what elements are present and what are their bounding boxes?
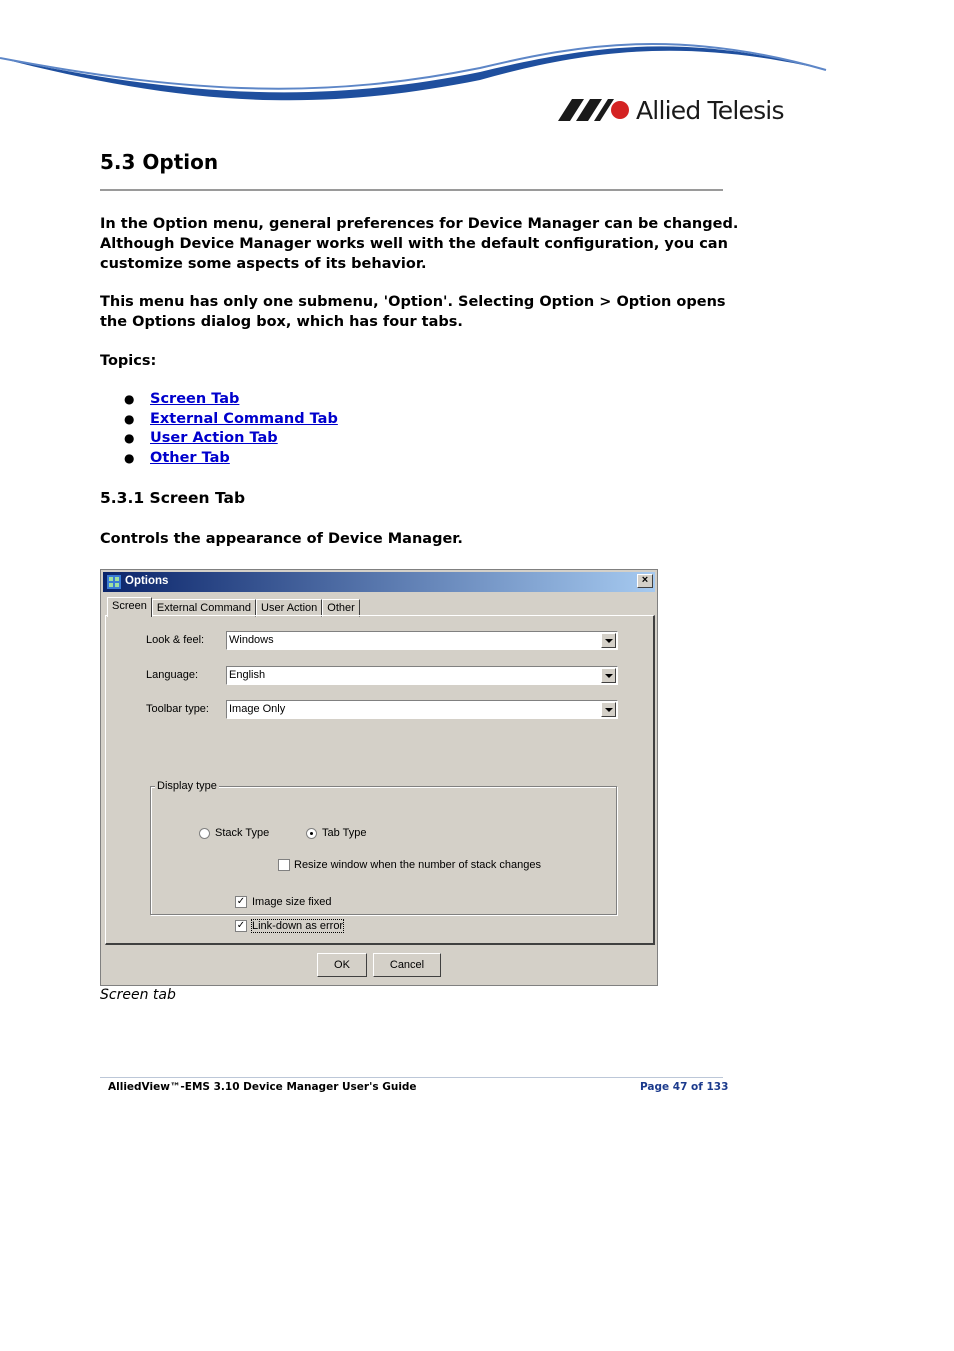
- display-type-group: [150, 780, 617, 915]
- subsection-description: Controls the appearance of Device Manager.: [100, 531, 463, 547]
- list-item: [100, 449, 338, 469]
- image-size-fixed-checkbox[interactable]: [235, 896, 247, 908]
- dialog-titlebar[interactable]: [103, 572, 655, 592]
- screen-tab-panel: [105, 615, 655, 945]
- chevron-down-icon[interactable]: [601, 702, 616, 717]
- list-item: [100, 410, 338, 430]
- figure-caption: Screen tab: [100, 987, 176, 1003]
- resize-window-label: Resize window when the number of stack changes: [294, 859, 542, 871]
- bullet-icon: ●: [124, 451, 135, 466]
- stack-type-label: Stack Type: [215, 827, 270, 839]
- list-item: [100, 390, 338, 410]
- chevron-down-icon[interactable]: [601, 668, 616, 683]
- language-select[interactable]: [226, 666, 618, 685]
- link-down-as-error-label: Link-down as error: [252, 920, 344, 932]
- tab-other[interactable]: Other: [322, 599, 360, 617]
- topic-link-other-tab[interactable]: Other Tab: [150, 450, 230, 467]
- stack-type-radio[interactable]: [199, 828, 210, 839]
- footer-guide-title: AlliedView™-EMS 3.10 Device Manager User's Guide: [108, 1081, 417, 1093]
- logo-mark-icon: [558, 97, 630, 123]
- toolbar-type-value: Image Only: [229, 703, 286, 715]
- allied-telesis-logo: [558, 94, 784, 126]
- dialog-title: Options: [125, 575, 169, 587]
- chevron-down-icon[interactable]: [601, 633, 616, 648]
- language-value: English: [229, 669, 266, 681]
- bullet-icon: ●: [124, 431, 135, 446]
- topic-link-user-action-tab[interactable]: User Action Tab: [150, 430, 278, 447]
- tab-user-action[interactable]: User Action: [256, 599, 322, 617]
- ok-button[interactable]: OK: [317, 953, 367, 977]
- logo-text: Allied Telesis: [636, 95, 784, 125]
- close-icon: ×: [641, 574, 649, 586]
- look-and-feel-label: Look & feel:: [146, 634, 205, 646]
- tab-screen[interactable]: Screen: [107, 597, 152, 617]
- page-title: 5.3 Option: [100, 150, 219, 174]
- tab-external-command[interactable]: External Command: [152, 599, 256, 617]
- dialog-tabs: [107, 597, 360, 616]
- resize-window-checkbox[interactable]: [278, 859, 290, 871]
- tab-type-label: Tab Type: [322, 827, 367, 839]
- footer-divider: [100, 1077, 723, 1078]
- topics-label: Topics:: [100, 353, 157, 369]
- footer-page-number: Page 47 of 133: [640, 1081, 729, 1093]
- toolbar-type-select[interactable]: [226, 700, 618, 719]
- topic-link-screen-tab[interactable]: Screen Tab: [150, 391, 240, 407]
- intro-paragraph: In the Option menu, general preferences for Device Manager can be changed. Although Device Manager works well with the default configuration, you can customize some aspects of its behavior.: [100, 216, 739, 272]
- checkmark-icon: ✓: [236, 920, 246, 931]
- header-swoosh: [0, 30, 954, 110]
- topics-list: [100, 390, 338, 469]
- link-down-as-error-checkbox[interactable]: [235, 920, 247, 932]
- bullet-icon: ●: [124, 411, 135, 426]
- toolbar-type-label: Toolbar type:: [146, 703, 209, 715]
- list-item: [100, 429, 338, 449]
- submenu-paragraph: This menu has only one submenu, 'Option'. Selecting Option > Option opens the Options dialog box, which has four tabs.: [100, 294, 726, 330]
- tab-type-radio[interactable]: [306, 828, 317, 839]
- language-label: Language:: [146, 669, 198, 681]
- subsection-title: 5.3.1 Screen Tab: [100, 489, 246, 507]
- display-type-label: Display type: [157, 780, 217, 792]
- cancel-button[interactable]: Cancel: [373, 953, 441, 977]
- topic-link-external-command-tab[interactable]: External Command Tab: [150, 410, 338, 427]
- checkmark-icon: ✓: [236, 896, 246, 907]
- options-dialog: [100, 569, 658, 986]
- title-divider: [100, 189, 723, 191]
- close-button[interactable]: [637, 574, 653, 588]
- look-and-feel-select[interactable]: [226, 631, 618, 650]
- image-size-fixed-label: Image size fixed: [252, 896, 332, 908]
- look-and-feel-value: Windows: [229, 634, 274, 646]
- app-icon: [107, 575, 121, 589]
- bullet-icon: ●: [124, 392, 135, 406]
